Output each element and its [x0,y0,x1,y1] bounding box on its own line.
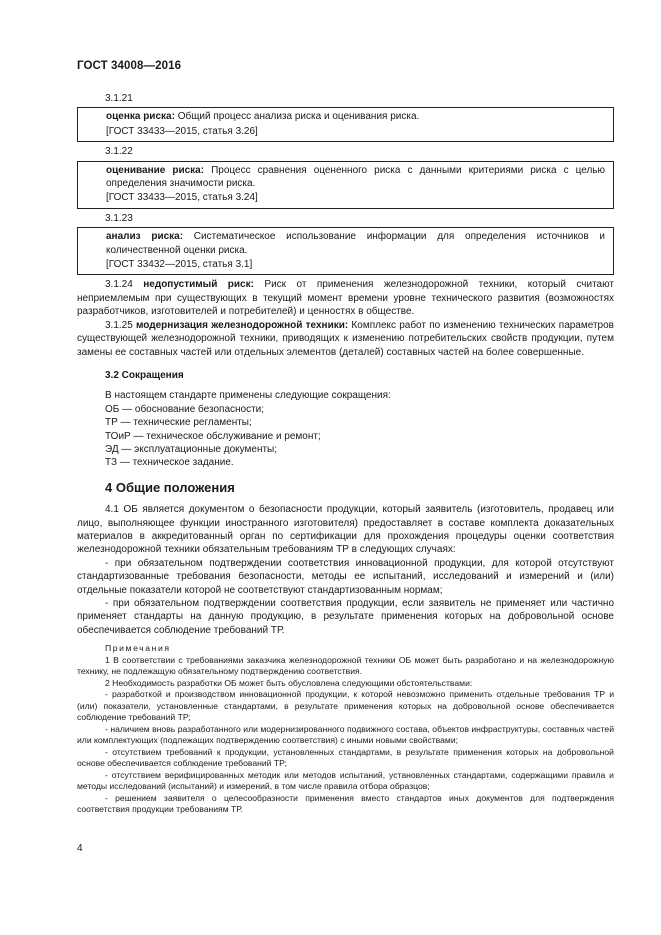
term-number: 3.1.23 [105,212,133,224]
term-reference: [ГОСТ 33433—2015, статья 3.24] [106,192,258,204]
abbreviation-item: ЭД — эксплуатационные документы; [105,443,278,455]
page-number: 4 [77,843,83,854]
document-code: ГОСТ 34008—2016 [77,60,182,72]
term-number: 3.1.22 [105,146,133,158]
abbreviation-item: ТР — технические регламенты; [105,417,252,429]
abbreviation-intro: В настоящем стандарте применены следующие сокращения: [105,390,391,402]
note-item: - решением заявителя о целесообразности применения вместо стандартов иных документов для подтверждения соответствия продукции требованиям ТР. [77,792,614,815]
term-paragraph: 3.1.25 модернизация железнодорожной техники: Комплекс работ по изменению технических параметров существующей железнодорожной техники, приводящих к изменению потребительских свойств продукции, путем замены ее составных частей или отдельных элементов (деталей) составных частей на более совершенные. [77,319,614,358]
notes-block [77,643,614,816]
term-name: оценивание риска: [106,164,205,176]
subsection-heading: 3.2 Сокращения [105,369,184,381]
body-paragraph: - при обязательном подтверждении соответствия инновационной продукции, для которой отсутствуют стандартизованные требования безопасности, методы ее испытаний, исследований и измерений и (или) отдельные показатели которой не соответствуют стандартизованным нормам; [77,557,614,596]
abbreviation-list [77,389,614,469]
term-name: анализ риска: [106,231,184,243]
body-paragraph: 4.1 ОБ является документом о безопасности продукции, который заявитель (изготовитель, продавец или лицо, выполняющее функции иностранного изготовителя) предоставляет в составе комплекта доказательных материалов в аккредитованный орган по сертификации для прохождения процедуры оценки соответствия железнодорожной техники обязательным требованиям ТР в следующих случаях: [77,504,614,556]
term-box [77,107,614,142]
notes-title: Примечания [105,643,171,654]
note-item: - разработкой и производством инновационной продукции, к которой невозможно применить отдельные требования ТР и (или) показатели, установленные стандартами, в результате применения которых на добровольной основе обеспечивается соблюдение требований ТР; [77,689,614,723]
term-definition: оценивание риска: Процесс сравнения оцененного риска с данными критериями риска с целью определения значимости риска. [106,164,605,190]
term-number: 3.1.21 [105,93,133,104]
term-box [77,227,614,275]
abbreviation-item: ТЗ — техническое задание. [105,457,234,469]
note-item: - отсутствием верифицированных методик или методов испытаний, установленных стандартами, содержащими правила и методы исследований (испытаний) и измерений, в том числе правила отбора образцов; [77,769,614,792]
term-box [77,161,614,209]
term-definition: оценка риска: Общий процесс анализа риска и оценивания риска. [106,111,420,123]
term-name: недопустимый риск: [143,279,254,291]
page-content [77,92,614,816]
abbreviation-item: ОБ — обоснование безопасности; [105,403,265,415]
term-name: модернизация железнодорожной техники: [136,319,349,331]
note-item: 2 Необходимость разработки ОБ может быть обусловлена следующими обстоятельствами: [105,677,473,688]
term-reference: [ГОСТ 33433—2015, статья 3.26] [106,125,258,137]
term-paragraph: 3.1.24 недопустимый риск: Риск от применения железнодорожной техники, который считают неприемлемым при существующих в текущий момент времени уровне технического развития (возможностях разработчиков, изготовителей и потребителей) и ценностях в обществе. [77,279,614,318]
note-item: 1 В соответствии с требованиями заказчика железнодорожной техники ОБ может быть разработано и на железнодорожную технику, не подлежащую обязательному подтверждению соответствия. [77,654,614,677]
body-paragraph: - при обязательном подтверждении соответствия продукции, если заявитель не применяет или частично применяет стандарты на данную продукцию, в результате применения которых на добровольной основе обеспечивается соблюдение требований ТР. [77,598,614,636]
term-reference: [ГОСТ 33432—2015, статья 3.1] [106,259,253,271]
abbreviation-item: ТОиР — техническое обслуживание и ремонт; [105,430,321,442]
term-definition: анализ риска: Систематическое использование информации для определения источников и количественной оценки риска. [106,231,605,256]
section-heading: 4 Общие положения [105,479,235,495]
note-item: - наличием вновь разработанного или модернизированного подвижного состава, объектов инфраструктуры, составных частей или комплектующих (подлежащих подтверждению соответствия) с иными новыми свойствами; [77,723,614,746]
term-name: оценка риска: [106,111,175,123]
note-item: - отсутствием требований к продукции, установленных стандартами, в результате применения которых на добровольной основе обеспечивается соблюдение требований ТР; [77,746,614,769]
